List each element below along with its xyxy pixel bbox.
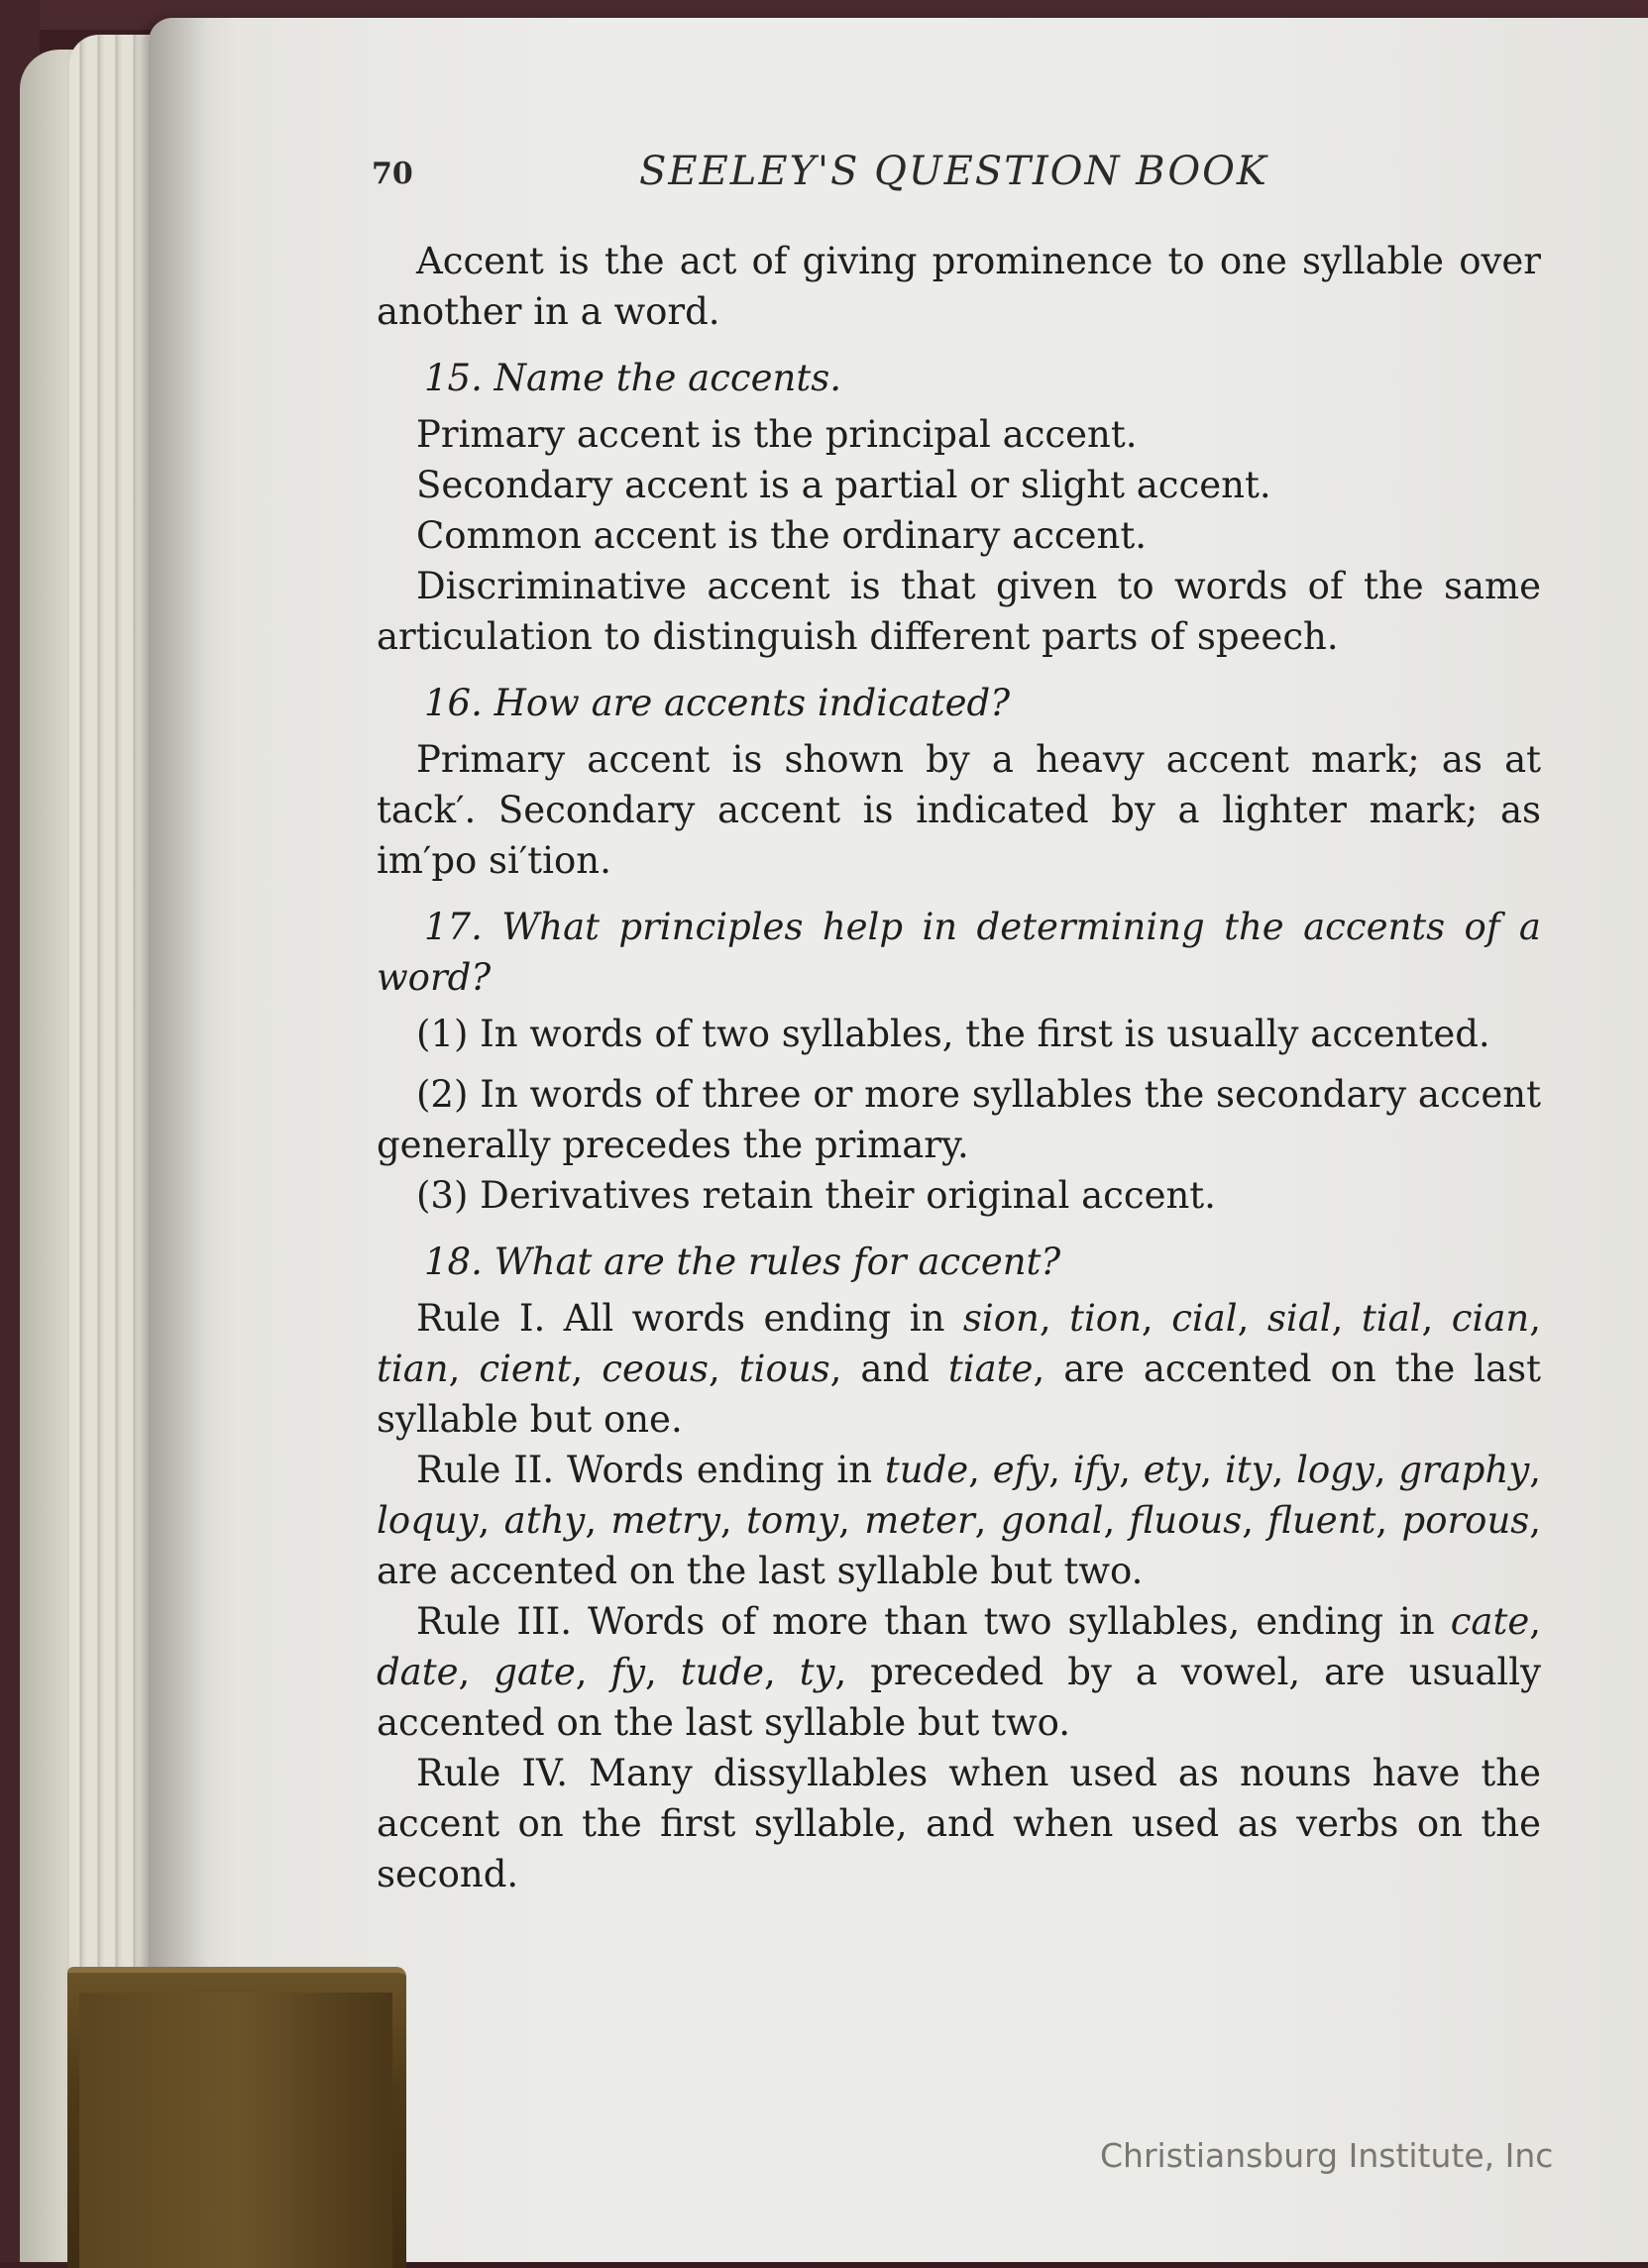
rule-2-ending: graphy bbox=[1398, 1449, 1530, 1491]
running-head: SEELEY'S QUESTION BOOK bbox=[639, 149, 1268, 194]
rule-3-ending: date bbox=[377, 1651, 459, 1693]
rule-1-ending: tious bbox=[738, 1348, 830, 1390]
rule-2-tail: , are accented on the last syllable but two. bbox=[377, 1499, 1542, 1592]
principle-2: (2) In words of three or more syllables the secondary accent generally precedes the primary. bbox=[377, 1073, 1541, 1166]
rule-1-ending: ceous bbox=[602, 1348, 709, 1390]
question-15: 15. Name the accents. bbox=[424, 357, 841, 399]
page-header bbox=[372, 149, 1283, 208]
rule-1-and: and bbox=[860, 1348, 930, 1390]
rule-2-ending: athy bbox=[503, 1499, 586, 1542]
page-number: 70 bbox=[372, 157, 413, 191]
rule-2-ending: meter bbox=[864, 1499, 975, 1542]
rule-2-label: Rule II. bbox=[416, 1449, 555, 1491]
rule-2-ending: logy bbox=[1296, 1449, 1374, 1491]
rule-2-ending: ify bbox=[1072, 1449, 1120, 1491]
rule-3-tail: , preceded by a vowel, are usually accented on the last syllable but two. bbox=[377, 1651, 1541, 1744]
principle-1: (1) In words of two syllables, the first is usually accented. bbox=[416, 1013, 1490, 1055]
paragraph-accent-definition: Accent is the act of giving prominence to one syllable over another in a word. bbox=[377, 240, 1541, 333]
rule-2-ending: ety bbox=[1143, 1449, 1201, 1491]
spine-shadow bbox=[149, 18, 208, 2262]
page-clip bbox=[67, 1967, 406, 2268]
rule-1-ending: tial bbox=[1361, 1297, 1422, 1340]
rule-2-ending: porous bbox=[1401, 1499, 1530, 1542]
answer-primary-accent: Primary accent is the principal accent. bbox=[416, 413, 1138, 456]
rule-2-ending: loquy bbox=[377, 1499, 479, 1542]
answer-discriminative-accent: Discriminative accent is that given to words of the same articulation to distinguish different parts of speech. bbox=[377, 565, 1541, 658]
rule-1-ending: sion bbox=[962, 1297, 1040, 1340]
rule-3-text: Words of more than two syllables, ending in bbox=[588, 1600, 1435, 1643]
rule-1-ending: cian bbox=[1451, 1297, 1530, 1340]
rule-3-ending: tude bbox=[680, 1651, 765, 1693]
answer-common-accent: Common accent is the ordinary accent. bbox=[416, 514, 1148, 557]
rule-3-ending: fy bbox=[610, 1651, 646, 1693]
rule-1-label: Rule I. bbox=[416, 1297, 546, 1340]
rule-3-ending: gate bbox=[494, 1651, 576, 1693]
question-16: 16. How are accents indicated? bbox=[424, 682, 1011, 724]
rule-2-ending: ity bbox=[1224, 1449, 1272, 1491]
rule-4-label: Rule IV. bbox=[416, 1752, 569, 1794]
rule-1-ending: cial bbox=[1171, 1297, 1238, 1340]
rule-1-tail: , are accented on the last syllable but one. bbox=[377, 1348, 1541, 1441]
rule-1-ending: cient bbox=[479, 1348, 572, 1390]
page-body bbox=[377, 236, 1541, 1899]
question-18: 18. What are the rules for accent? bbox=[424, 1241, 1061, 1283]
answer-16: Primary accent is shown by a heavy accent mark; as at tack′. Secondary accent is indicated by a lighter mark; as im′po si′tion. bbox=[377, 738, 1541, 882]
rule-2-ending: efy bbox=[992, 1449, 1049, 1491]
rule-2-ending: tude bbox=[884, 1449, 969, 1491]
rule-3-ending: ty bbox=[799, 1651, 835, 1693]
rule-3-label: Rule III. bbox=[416, 1600, 573, 1643]
rule-2-ending: tomy bbox=[745, 1499, 839, 1542]
rule-1: Rule I. All words ending in sion, tion, cial, sial, tial, cian, tian, cient, ceous, tious, and tiate, are accented on the last syllable but one. bbox=[377, 1297, 1541, 1441]
rule-3: Rule III. Words of more than two syllables, ending in cate, date, gate, fy, tude, ty, preceded by a vowel, are usually accented on the last syllable but two. bbox=[377, 1600, 1541, 1744]
principle-3: (3) Derivatives retain their original accent. bbox=[416, 1174, 1216, 1217]
rule-4 bbox=[377, 1748, 1541, 1899]
rule-2-ending: metry bbox=[610, 1499, 720, 1542]
rule-1-ending: sial bbox=[1266, 1297, 1332, 1340]
page-clip-face bbox=[79, 1993, 392, 2268]
rule-2-ending: fluous bbox=[1129, 1499, 1243, 1542]
rule-4-text: Many dissyllables when used as nouns have the accent on the first syllable, and when used as verbs on the second. bbox=[377, 1752, 1542, 1895]
rule-1-ending: tian bbox=[377, 1348, 449, 1390]
answer-secondary-accent: Secondary accent is a partial or slight accent. bbox=[416, 464, 1271, 506]
rule-2-ending: fluent bbox=[1267, 1499, 1376, 1542]
rule-2-ending: gonal bbox=[1000, 1499, 1104, 1542]
rule-2: Rule II. Words ending in tude, efy, ify, ety, ity, logy, graphy, loquy, athy, metry, tomy, meter, gonal, fluous, fluent, porous, are accented on the last syllable but two. bbox=[377, 1449, 1542, 1592]
watermark: Christiansburg Institute, Inc bbox=[1100, 2136, 1554, 2175]
question-17: 17. What principles help in determining the accents of a word? bbox=[377, 906, 1541, 999]
rule-2-text: Words ending in bbox=[566, 1449, 873, 1491]
rule-1-text: All words ending in bbox=[563, 1297, 945, 1340]
rule-1-ending: tion bbox=[1069, 1297, 1142, 1340]
rule-3-ending: cate bbox=[1450, 1600, 1530, 1643]
rule-1-ending: tiate bbox=[947, 1348, 1034, 1390]
